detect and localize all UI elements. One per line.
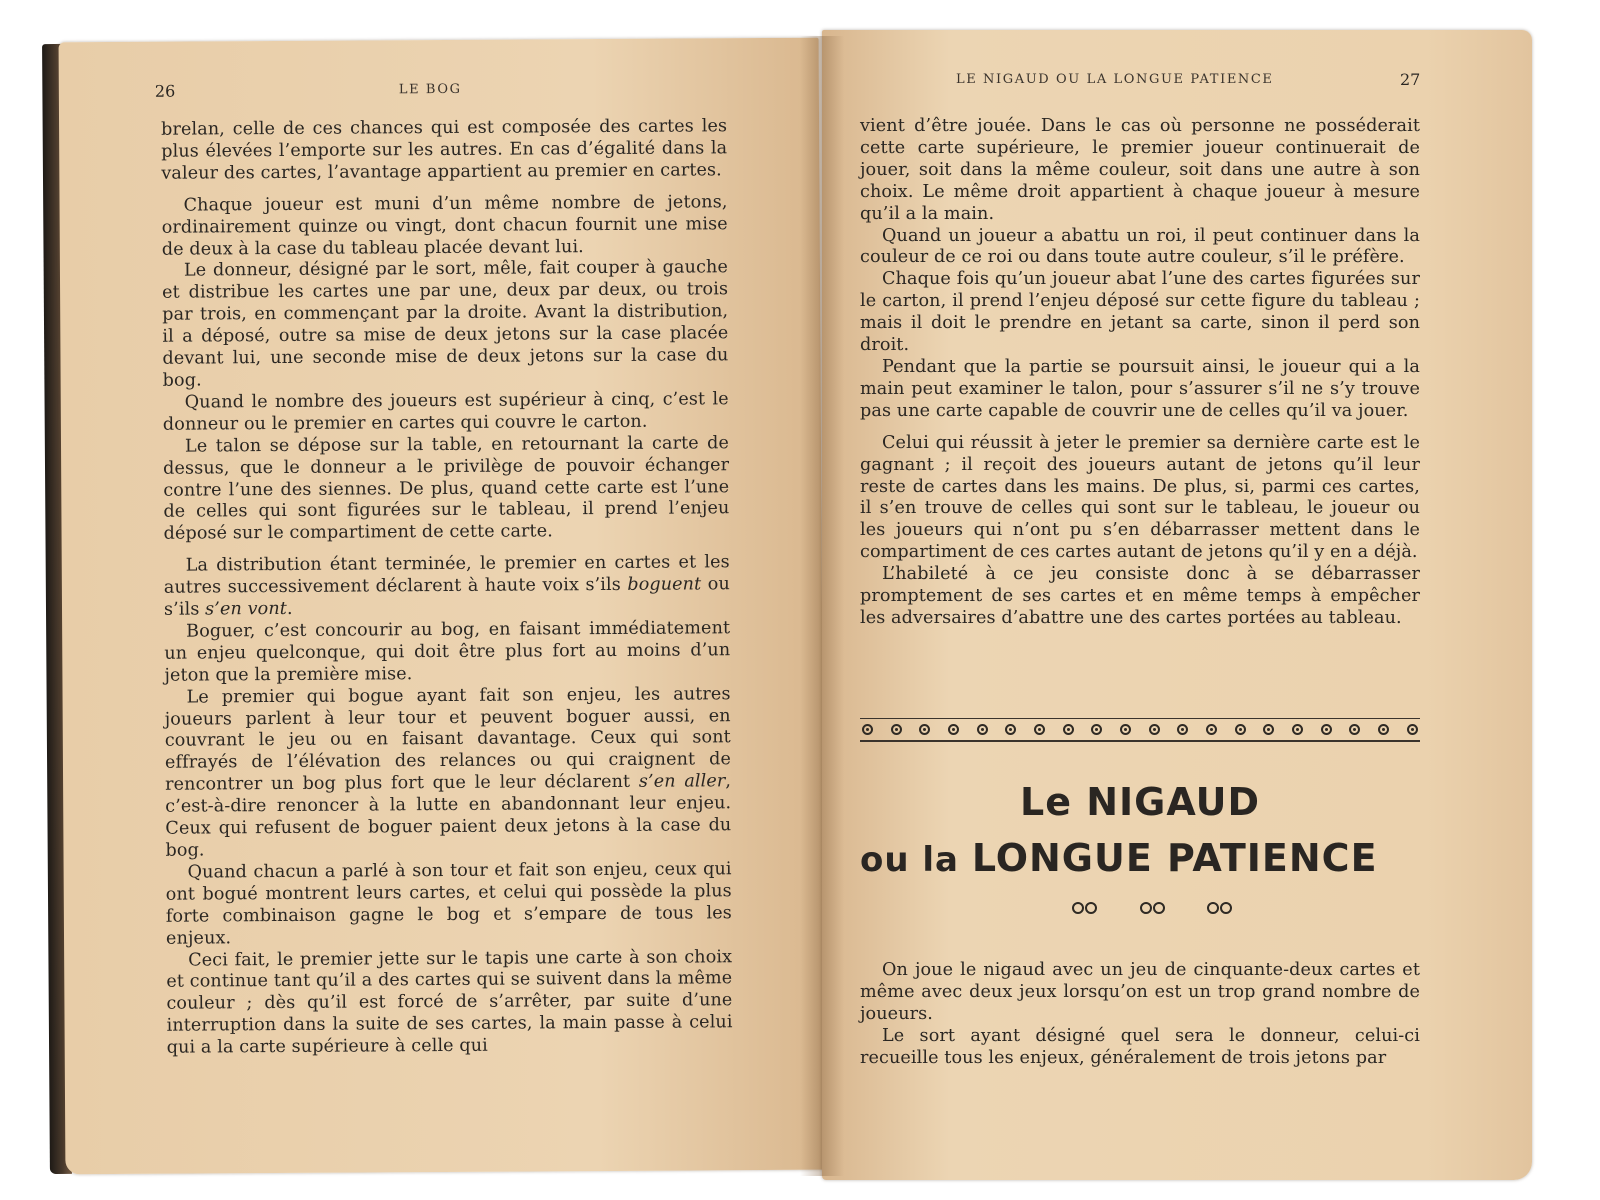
paragraph: Quand un joueur a abattu un roi, il peut continuer dans la couleur de ce roi ou dans toute autre couleur, s’il le préfère. xyxy=(860,225,1420,268)
paragraph: Boguer, c’est concourir au bog, en faisant immédiatement un enjeu quelconque, qui doit être plus fort au moins d’un jeton que la première mise. xyxy=(164,618,731,686)
ornament-circle-icon xyxy=(1177,724,1188,735)
ornament-circle-icon xyxy=(1120,724,1131,735)
paragraph: Ceci fait, le premier jette sur le tapis une carte à son choix et continue tant qu’il a des cartes qui se suivent dans la même couleur ; dès qu’il est forcé de s’arrêter, par suite d’une interruption dans la suite de ses cartes, la main passe à celui qui a la carte supérieure à celle qui xyxy=(166,946,733,1058)
ornament-circle-icon xyxy=(1005,724,1016,735)
paragraph: brelan, celle de ces chances qui est composée des cartes les plus élevées l’emporte sur les autres. En cas d’égalité dans la valeur des cartes, l’avantage appartient au premier en cartes. xyxy=(161,116,728,184)
ornament-circle-icon xyxy=(862,724,873,735)
chapter-title-line-2 xyxy=(860,836,1440,880)
paragraph: La distribution étant terminée, le premier en cartes et les autres successivement déclarent à haute voix s’ils boguent ou s’ils s’en vont. xyxy=(163,552,730,620)
ornament-circle-icon xyxy=(977,724,988,735)
right-page-body-bottom xyxy=(860,960,1420,1070)
ornament-circle-icon xyxy=(948,724,959,735)
ornament-circle-icon xyxy=(1149,724,1160,735)
paragraph: Le talon se dépose sur la table, en retournant la carte de dessus, que le donneur a le privilège de pouvoir échanger contre l’une des siennes. De plus, quand cette carte est l’une de celles qui sont figurées sur le tableau, il prend l’enjeu déposé sur le compartiment de cette carte. xyxy=(163,432,730,545)
chapter-title-main: LONGUE PATIENCE xyxy=(971,836,1378,880)
ornament-circle-icon xyxy=(1063,724,1074,735)
paragraph: Pendant que la partie se poursuit ainsi, le joueur qui a la main peut examiner le talon, pour s’assurer s’il ne s’y trouve pas une carte capable de couvrir une de celles qu’il va jouer. xyxy=(860,356,1420,421)
paragraph: Le premier qui bogue ayant fait son enjeu, les autres joueurs parlent à leur tour et peuvent boguer aussi, en couvrant le jeu ou en faisant davantage. Ceux qui sont effrayés de l’élévation des relances ou qui craignent de rencontrer un bog plus fort que le leur déclarent s’en aller, c’est-à-dire renoncer à la lutte en abandonnant leur enjeu. Ceux qui refusent de boguer paient deux jetons à la case du bog. xyxy=(164,683,732,861)
paragraph: L’habileté à ce jeu consiste donc à se débarrasser promptement de ses cartes et en même temps à empêcher les adversaires d’abattre une des cartes portées au tableau. xyxy=(860,564,1420,628)
paragraph: Le donneur, désigné par le sort, mêle, fait couper à gauche et distribue les cartes une par une, deux par deux, ou trois par trois, en commençant par la droite. Avant la distribution, il a déposé, outre sa mise de deux jetons sur la case placée devant lui, une seconde mise de deux jetons sur la case du bog. xyxy=(162,257,729,391)
paragraph: Quand chacun a parlé à son tour et fait son enjeu, ceux qui ont bogué montrent leurs cartes, et celui qui possède la plus forte combinaison gagne le bog et s’empare de tous les enjeux. xyxy=(165,859,732,949)
ornament-circle-icon xyxy=(1349,724,1360,735)
ornament-circle-icon xyxy=(1091,724,1102,735)
ornament-circle-icon xyxy=(1263,724,1274,735)
chapter-title-prefix: ou la xyxy=(860,840,972,880)
ornament-circle-icon xyxy=(891,724,902,735)
ornament-circle-icon xyxy=(1321,724,1332,735)
ornament-circle-icon xyxy=(1206,724,1217,735)
left-running-head: LE BOG xyxy=(398,81,462,98)
ornament-glyph xyxy=(1072,902,1097,914)
title-ornament xyxy=(1072,902,1232,914)
ornament-circle-icon xyxy=(919,724,930,735)
chapter-title-line-1: Le NIGAUD xyxy=(1020,780,1260,824)
right-page xyxy=(822,30,1532,1180)
right-running-head: LE NIGAUD OU LA LONGUE PATIENCE xyxy=(956,72,1274,87)
ornament-circle-icon xyxy=(1407,724,1418,735)
paragraph: Chaque fois qu’un joueur abat l’une des cartes figurées sur le carton, il prend l’enjeu déposé sur cette figure du tableau ; mais il doit le prendre en jetant sa carte, sinon il perd son droit. xyxy=(860,269,1420,356)
paragraph: On joue le nigaud avec un jeu de cinquante-deux cartes et même avec deux jeux lorsqu’on est un trop grand nombre de joueurs. xyxy=(860,960,1420,1024)
paragraph: Chaque joueur est muni d’un même nombre de jetons, ordinairement quinze ou vingt, dont chacun fournit une mise de deux à la case du tableau placée devant lui. xyxy=(161,191,728,260)
ornament-circle-icon xyxy=(1378,724,1389,735)
paragraph: vient d’être jouée. Dans le cas où personne ne posséderait cette carte supérieure, le premier joueur continuerait de jouer, soit dans la même couleur, soit dans une autre à son choix. Le même droit appartient à chaque joueur à mesure qu’il a la main. xyxy=(860,116,1420,224)
left-page xyxy=(59,38,826,1175)
paragraph: Le sort ayant désigné quel sera le donneur, celui-ci recueille tous les enjeux, généralement de trois jetons par xyxy=(860,1025,1420,1068)
ornament-circle-icon xyxy=(1034,724,1045,735)
paragraph: Quand le nombre des joueurs est supérieur à cinq, c’est le donneur ou le premier en cartes qui couvre le carton. xyxy=(162,389,729,435)
ornamental-divider xyxy=(860,718,1420,742)
paragraph: Celui qui réussit à jeter le premier sa dernière carte est le gagnant ; il reçoit des joueurs autant de jetons qu’il leur reste de cartes dans les mains. De plus, si, parmi ces cartes, il s’en trouve de celles qui sont sur le tableau, le joueur ou les joueurs qui n’ont pu s’en débarrasser mettent dans le compartiment de ces cartes autant de jetons qu’il y en a déjà. xyxy=(860,432,1420,563)
right-page-body-top xyxy=(860,116,1420,630)
ornament-glyph xyxy=(1140,902,1165,914)
left-page-number: 26 xyxy=(154,81,176,101)
ornament-circle-icon xyxy=(1235,724,1246,735)
right-page-number: 27 xyxy=(1400,70,1421,89)
book-spine xyxy=(800,36,844,1176)
ornament-glyph xyxy=(1207,902,1232,914)
ornament-circle-icon xyxy=(1292,724,1303,735)
left-page-body xyxy=(161,116,733,1060)
